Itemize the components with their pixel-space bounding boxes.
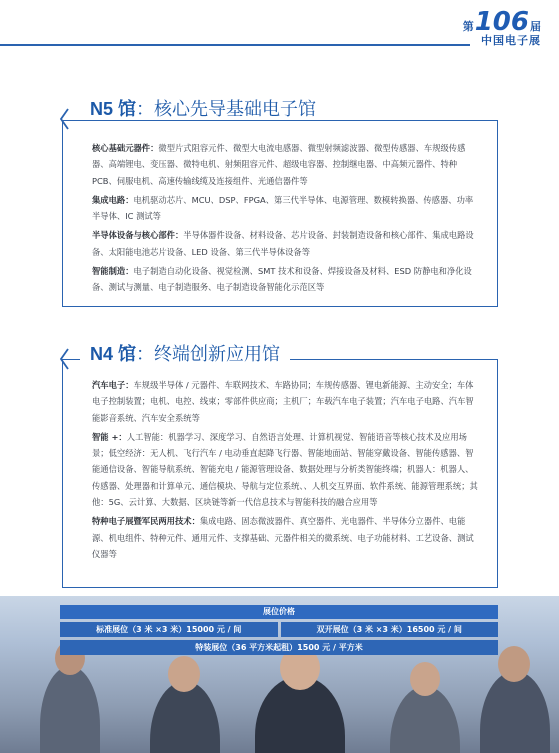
hall-n4-content [92,377,480,565]
raw-space-price: 特装展位（36 平方米起租）1500 元 / 平方米 [60,640,498,655]
standard-booth-price: 标准展位（3 米 ×3 米）15000 元 / 间 [60,622,278,637]
hall-n5-name: 核心先导基础电子馆 [154,99,317,119]
header-rule [0,44,470,46]
n5-section [92,227,480,260]
edition-mark [451,7,541,37]
price-row [60,622,498,637]
section-lead: 汽车电子： [92,380,134,390]
hall-n4-name: 终端创新应用馆 [154,344,281,364]
section-text: 集成电路、固态微波器件、真空器件、光电器件、半导体分立器件、电能源、机电组件、特种元件、通用元件、支撑基础、元器件相关的微系统、电子功能材料、工艺设备、测试仪器等 [92,516,474,559]
price-header-row [60,605,498,619]
section-text: 电机驱动芯片、MCU、DSP、FPGA、第三代半导体、电源管理、数模转换器、传感器、功率半导体、IC 测试等 [92,194,474,222]
expo-name: 中国电子展 [481,34,541,47]
n4-section [92,513,480,562]
n5-section [92,140,480,189]
hall-n4-colon: ： [136,344,155,364]
hall-n5-title [80,98,326,120]
section-lead: 特种电子展暨军民两用技术： [92,516,200,527]
edition-suffix: 届 [530,20,541,33]
n4-section [92,377,480,426]
section-text: 人工智能：机器学习、深度学习、自然语言处理、计算机视觉、智能语音等核心技术及应用场景；低空经济：无人机、飞行汽车 / 电动垂直起降飞行器、智能地面站、智能穿戴设备、智能传感器、智能通信设备、智能导航系统、智能充电 / 能源管理设备、数据处理与分析类智能终端；机器人：机器人、传感器、处理器和计算单元、通信模块、导航与定位系统、、人机交互界面、软件系统、能源管理系统；其他：5G、云计算、大数据、区块链等新一代信息技术与智能科技的融合应用等 [92,431,478,508]
section-text: 车规级半导体 / 元器件、车联网技术、车路协同；车规传感器、锂电新能源、主动安全；车体电子控制装置；电机、电控、线束；零部件供应商；主机厂；车载汽车电子装置；汽车电子电路、汽车智能影音系统、汽车安全系统等 [92,380,474,423]
hall-n4-code: N4 馆 [90,344,137,364]
section-lead: 集成电路： [92,194,134,205]
section-lead: 半导体设备与核心部件： [92,230,184,241]
section-text: 微型片式阻容元件、微型大电流电感器、微型射频滤波器、微型传感器、车规级传感器、高端锂电、变压器、微特电机、射频阻容元件、超级电容器、控制继电器、中高频元器件、特种 PCB、伺服电机、高速传输线缆及连接组件、光通信器件等 [92,143,466,186]
hall-n5-code: N5 馆 [90,99,137,119]
edition-number: 106 [474,7,529,37]
booth-price-table [60,605,498,658]
section-lead: 智能 +： [92,431,127,442]
n5-section [92,192,480,225]
price-header: 展位价格 [60,605,498,619]
n4-section [92,429,480,510]
section-text: 电子制造自动化设备、视觉检测、SMT 技术和设备、焊接设备及材料、ESD 防静电和净化设备、测试与测量、电子制造服务、电子制造设备智能化示范区等 [92,266,472,293]
hall-n4-title [80,343,290,365]
double-open-booth-price: 双开展位（3 米 ×3 米）16500 元 / 间 [281,622,499,637]
expo-logo [451,7,541,52]
hall-n5-content [92,140,480,299]
price-row [60,640,498,655]
hall-n5-colon: ： [136,99,155,119]
edition-prefix: 第 [462,20,474,33]
section-text: 半导体器件设备、材料设备、芯片设备、封装制造设备和核心部件、集成电路设备、太阳能电池芯片设备、LED 设备、第三代半导体设备等 [92,230,474,257]
chevron-left-icon [58,348,70,370]
section-lead: 智能制造： [92,266,134,277]
section-lead: 核心基础元器件： [92,143,159,153]
chevron-left-icon [58,108,70,130]
n5-section [92,263,480,296]
